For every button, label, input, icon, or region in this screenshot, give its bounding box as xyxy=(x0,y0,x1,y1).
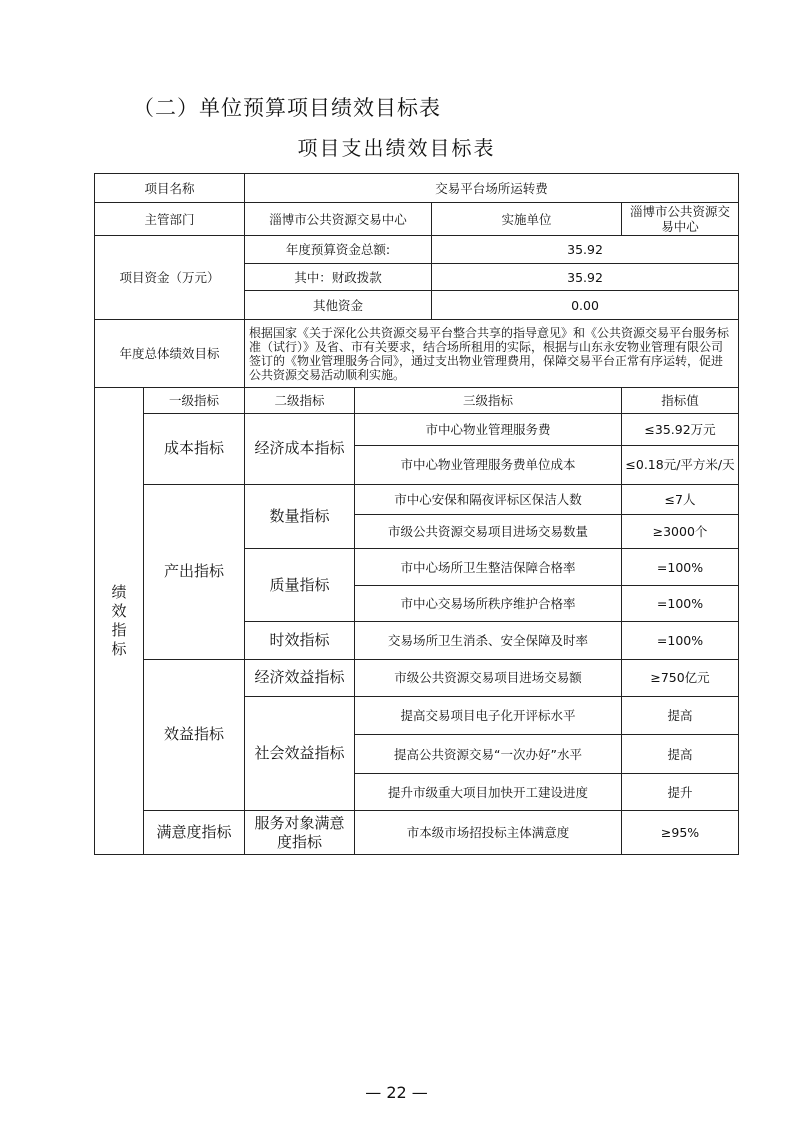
indicator-value: 提升 xyxy=(622,773,739,810)
table-row xyxy=(95,388,739,413)
indicator-value: ≥3000个 xyxy=(622,514,739,548)
side-char: 绩 xyxy=(111,583,127,602)
impl-value: 淄博市公共资源交易中心 xyxy=(622,203,739,235)
indicator-name: 市中心交易场所秩序维护合格率 xyxy=(355,585,622,621)
side-char: 标 xyxy=(111,640,127,659)
dept-label: 主管部门 xyxy=(95,203,245,235)
col-header-level3: 三级指标 xyxy=(355,388,622,413)
indicator-value: 提高 xyxy=(622,697,739,735)
indicator-value: =100% xyxy=(622,585,739,621)
performance-target-table xyxy=(94,173,739,855)
indicator-name: 交易场所卫生消杀、安全保障及时率 xyxy=(355,622,622,659)
indicator-name: 市中心物业管理服务费 xyxy=(355,413,622,445)
quality-indicator-l2: 质量指标 xyxy=(245,549,355,622)
table-row xyxy=(95,203,739,235)
indicator-name: 提高公共资源交易“一次办好”水平 xyxy=(355,735,622,773)
indicator-name: 市本级市场招投标主体满意度 xyxy=(355,811,622,855)
table-row xyxy=(95,319,739,388)
cost-indicator-l2: 经济成本指标 xyxy=(245,413,355,484)
social-benefit-l2: 社会效益指标 xyxy=(245,697,355,811)
other-funds-value: 0.00 xyxy=(432,291,739,319)
table-row xyxy=(95,659,739,696)
col-header-level2: 二级指标 xyxy=(245,388,355,413)
output-indicator-l1: 产出指标 xyxy=(144,484,245,659)
cost-indicator-l1: 成本指标 xyxy=(144,413,245,484)
indicator-name: 市中心场所卫生整洁保障合格率 xyxy=(355,549,622,585)
table-title: 项目支出绩效目标表 xyxy=(297,136,496,160)
indicator-value: ≥95% xyxy=(622,811,739,855)
indicator-value: ≤7人 xyxy=(622,484,739,514)
table-row xyxy=(95,484,739,514)
benefit-indicator-l1: 效益指标 xyxy=(144,659,245,811)
table-row xyxy=(95,413,739,445)
fiscal-funds-value: 35.92 xyxy=(432,264,739,291)
page-number: — 22 — xyxy=(365,1083,428,1102)
indicator-name: 市级公共资源交易项目进场交易数量 xyxy=(355,514,622,548)
indicator-value: ≤0.18元/平方米/天 xyxy=(622,446,739,484)
indicator-value: ≤35.92万元 xyxy=(622,413,739,445)
indicator-name: 提高交易项目电子化开评标水平 xyxy=(355,697,622,735)
col-header-level1: 一级指标 xyxy=(144,388,245,413)
col-header-value: 指标值 xyxy=(622,388,739,413)
side-char: 效 xyxy=(111,602,127,621)
indicator-name: 市中心安保和隔夜评标区保洁人数 xyxy=(355,484,622,514)
project-name-value: 交易平台场所运转费 xyxy=(245,174,739,203)
table-row xyxy=(95,174,739,203)
dept-value: 淄博市公共资源交易中心 xyxy=(245,203,432,235)
table-row xyxy=(95,235,739,263)
indicator-value: ≥750亿元 xyxy=(622,659,739,696)
indicator-name: 市中心物业管理服务费单位成本 xyxy=(355,446,622,484)
timeliness-indicator-l2: 时效指标 xyxy=(245,622,355,659)
satisfaction-indicator-l2: 服务对象满意度指标 xyxy=(245,811,355,855)
goal-label: 年度总体绩效目标 xyxy=(95,319,245,388)
table-row xyxy=(95,811,739,855)
side-char: 指 xyxy=(111,621,127,640)
performance-indicator-side-label xyxy=(95,388,144,855)
indicator-name: 市级公共资源交易项目进场交易额 xyxy=(355,659,622,696)
indicator-name: 提升市级重大项目加快开工建设进度 xyxy=(355,773,622,810)
goal-text: 根据国家《关于深化公共资源交易平台整合共享的指导意见》和《公共资源交易平台服务标准（试行）》及省、市有关要求，结合场所租用的实际，根据与山东永安物业管理有限公司签订的《物业管理服务合同》，通过支出物业管理费用，保障交易平台正常有序运转，促进公共资源交易活动顺利实施。 xyxy=(245,319,739,388)
indicator-value: =100% xyxy=(622,622,739,659)
fiscal-funds-label: 其中：财政拨款 xyxy=(245,264,432,291)
quantity-indicator-l2: 数量指标 xyxy=(245,484,355,549)
project-name-label: 项目名称 xyxy=(95,174,245,203)
total-funds-value: 35.92 xyxy=(432,235,739,263)
indicator-value: =100% xyxy=(622,549,739,585)
satisfaction-indicator-l1: 满意度指标 xyxy=(144,811,245,855)
funds-label: 项目资金（万元） xyxy=(95,235,245,319)
economic-benefit-l2: 经济效益指标 xyxy=(245,659,355,696)
indicator-value: 提高 xyxy=(622,735,739,773)
other-funds-label: 其他资金 xyxy=(245,291,432,319)
section-title: （二）单位预算项目绩效目标表 xyxy=(133,96,441,120)
impl-label: 实施单位 xyxy=(432,203,622,235)
total-funds-label: 年度预算资金总额: xyxy=(245,235,432,263)
